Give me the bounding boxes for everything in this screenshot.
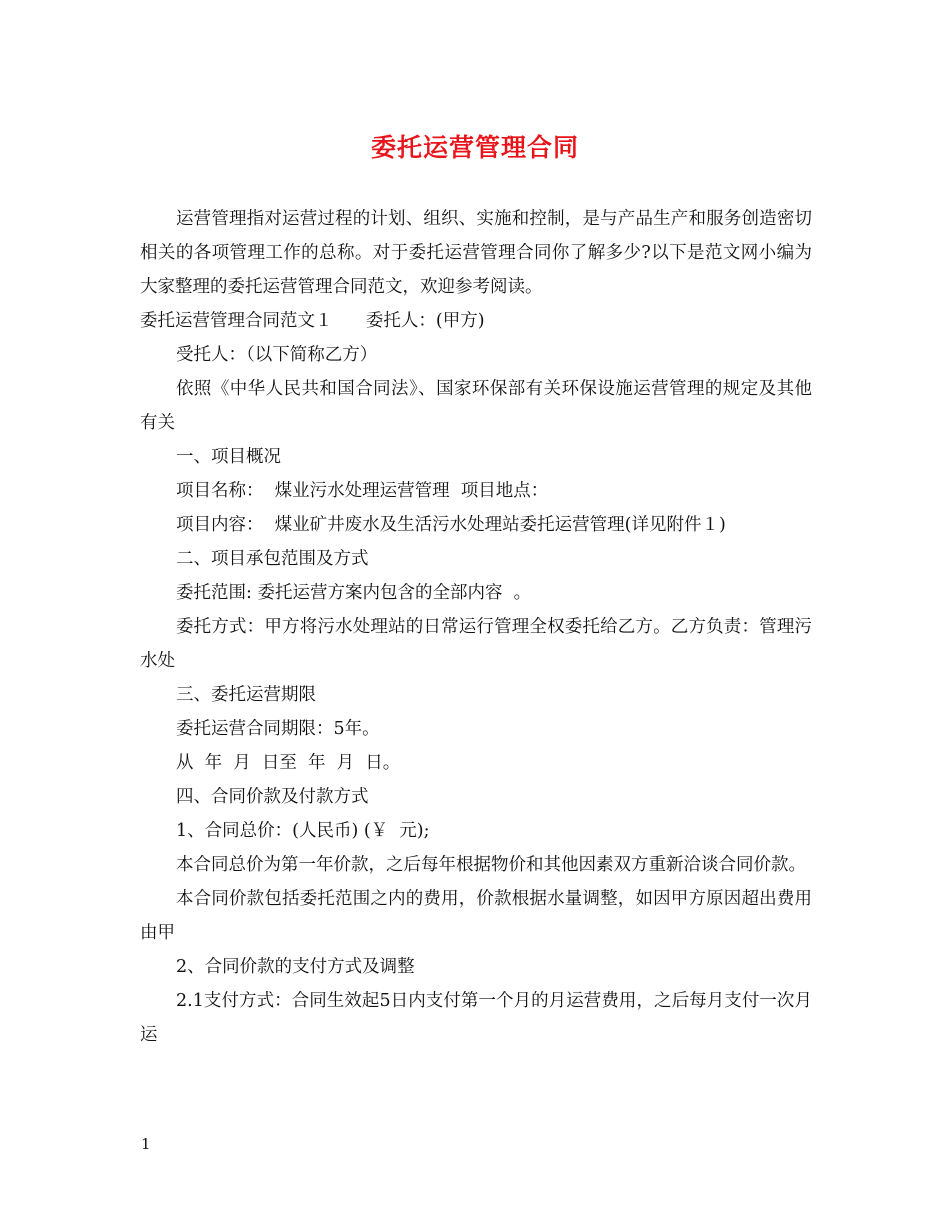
document-body <box>140 202 812 1052</box>
paragraph: 运营管理指对运营过程的计划、组织、实施和控制，是与产品生产和服务创造密切相关的各项管理工作的总称。对于委托运营管理合同你了解多少?以下是范文网小编为大家整理的委托运营管理合同范文，欢迎参考阅读。 <box>140 209 812 297</box>
paragraph: 1、合同总价：(人民币) (￥ 元); <box>176 821 430 841</box>
paragraph: 项目内容： 煤业矿井废水及生活污水处理站委托运营管理(详见附件１) <box>176 515 726 535</box>
paragraph: 委托运营合同期限：5年。 <box>176 719 380 739</box>
paragraph: 2.1支付方式：合同生效起5日内支付第一个月的月运营费用，之后每月支付一次月运 <box>140 991 812 1045</box>
paragraph: 本合同价款包括委托范围之内的费用，价款根据水量调整，如因甲方原因超出费用由甲 <box>140 889 812 943</box>
paragraph: 委托范围: 委托运营方案内包含的全部内容 。 <box>176 583 532 603</box>
paragraph: 三、委托运营期限 <box>176 685 316 705</box>
page-number: 1 <box>141 1135 151 1153</box>
paragraph: 四、合同价款及付款方式 <box>176 787 369 807</box>
paragraph: 受托人：（以下简称乙方） <box>176 345 378 365</box>
paragraph: 项目名称： 煤业污水处理运营管理 项目地点： <box>176 481 549 501</box>
paragraph: 委托方式：甲方将污水处理站的日常运行管理全权委托给乙方。乙方负责：管理污水处 <box>140 617 812 671</box>
paragraph: 二、项目承包范围及方式 <box>176 549 369 569</box>
paragraph: 本合同总价为第一年价款，之后每年根据物价和其他因素双方重新洽谈合同价款。 <box>176 855 806 875</box>
document-title: 委托运营管理合同 <box>370 133 579 162</box>
paragraph: 依照《中华人民共和国合同法》、国家环保部有关环保设施运营管理的规定及其他有关 <box>140 379 812 433</box>
paragraph: 2、合同价款的支付方式及调整 <box>176 957 415 977</box>
paragraph: 从 年 月 日至 年 月 日。 <box>176 753 401 773</box>
paragraph: 委托运营管理合同范文１ 委托人：(甲方) <box>140 311 485 331</box>
paragraph: 一、项目概况 <box>176 447 281 467</box>
